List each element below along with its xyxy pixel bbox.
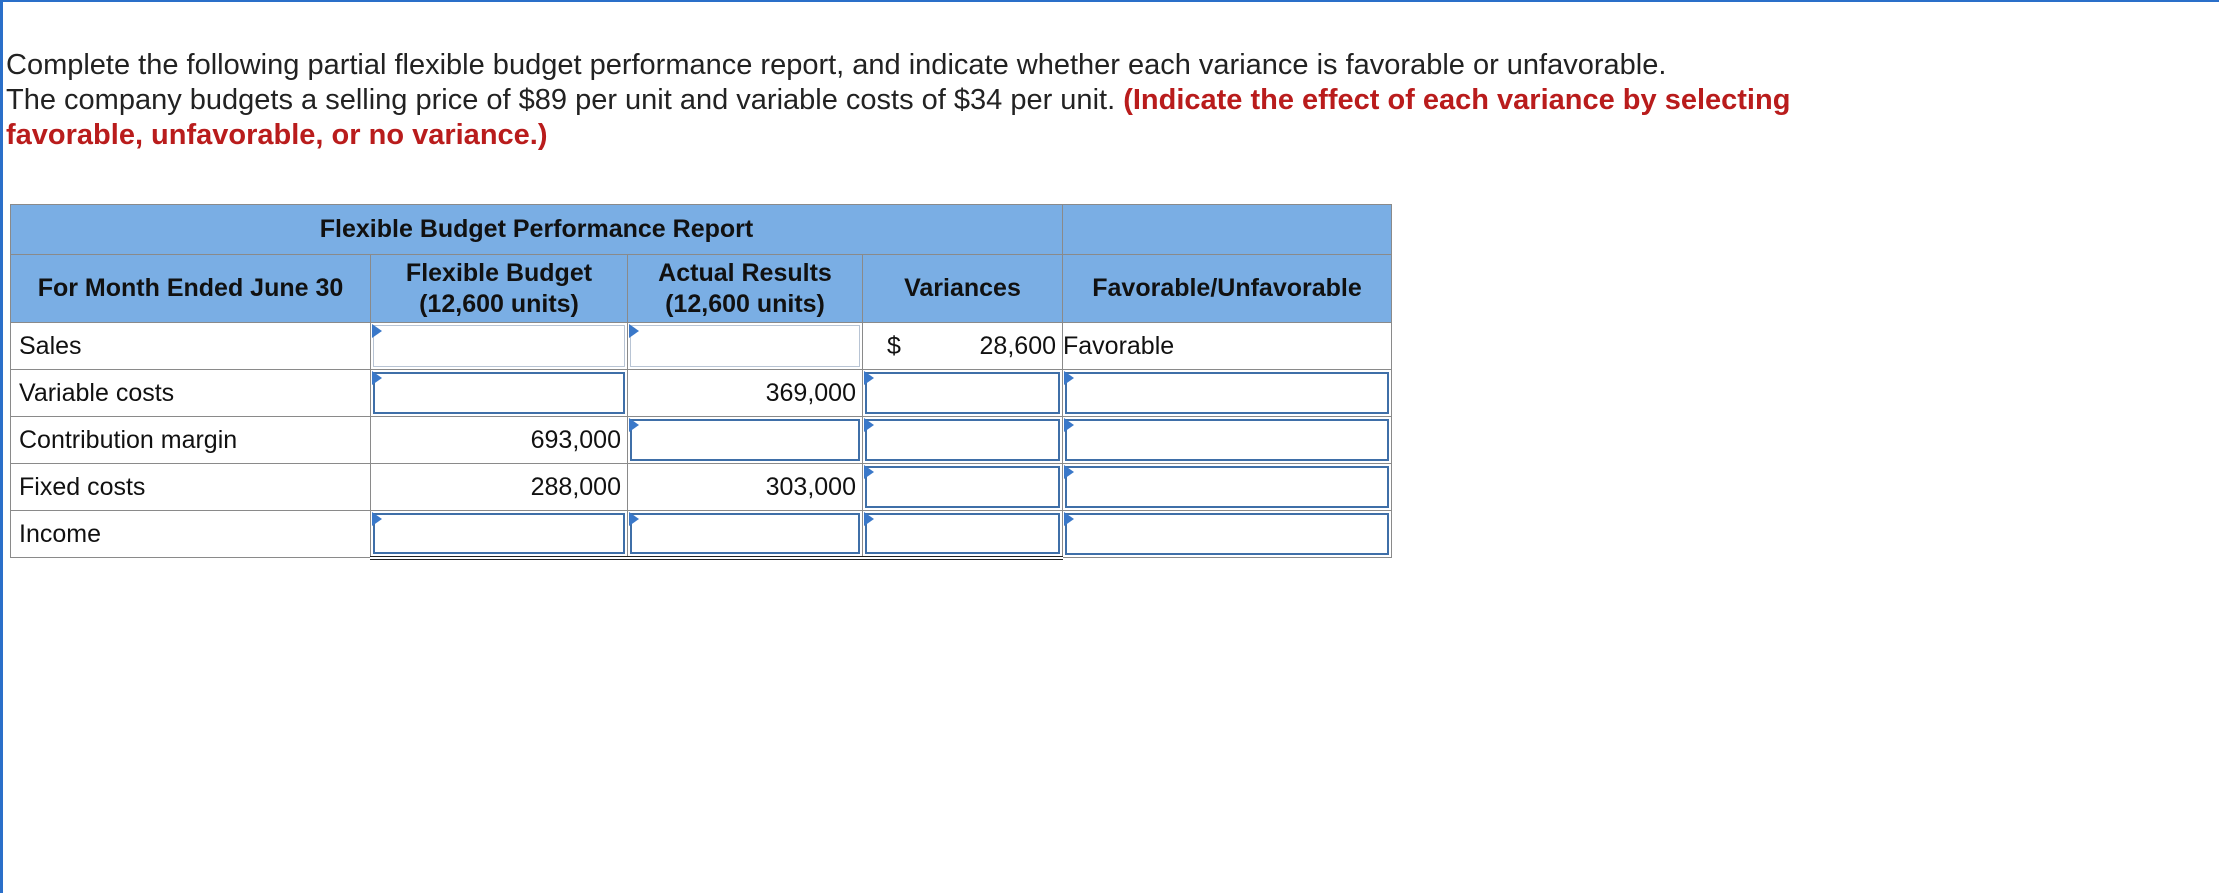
fixed-costs-variance-input[interactable] [865, 466, 1060, 508]
income-variance-input[interactable] [865, 513, 1060, 554]
header-variances: Variances [863, 255, 1063, 323]
variable-costs-flexible-budget-input[interactable] [373, 372, 625, 414]
contribution-margin-flexible-budget: 693,000 [371, 417, 628, 464]
instructions-line-2 [6, 83, 1866, 153]
variable-costs-actual-results: 369,000 [628, 370, 863, 417]
dropdown-marker-icon [1064, 371, 1074, 385]
input-marker-icon [372, 512, 382, 526]
variable-costs-flexible-budget-cell[interactable] [371, 370, 628, 417]
contribution-margin-variance-cell[interactable] [863, 417, 1063, 464]
row-label: Sales [11, 323, 371, 370]
header-actual-results-label: Actual Results [658, 258, 832, 287]
fixed-costs-actual-results: 303,000 [628, 464, 863, 511]
contribution-margin-actual-results-cell[interactable] [628, 417, 863, 464]
fixed-costs-fav-unfav-cell[interactable] [1063, 464, 1392, 511]
fixed-costs-flexible-budget: 288,000 [371, 464, 628, 511]
input-marker-icon [629, 512, 639, 526]
header-row [11, 255, 1392, 323]
dropdown-marker-icon [1064, 465, 1074, 479]
instructions [6, 48, 1866, 153]
contribution-margin-actual-results-input[interactable] [630, 419, 860, 461]
input-marker-icon [864, 418, 874, 432]
header-fav-unfav: Favorable/Unfavorable [1063, 255, 1392, 323]
row-sales [11, 323, 1392, 370]
row-label: Income [11, 511, 371, 558]
contribution-margin-fav-unfav-select[interactable] [1065, 419, 1389, 461]
input-marker-icon [372, 371, 382, 385]
fixed-costs-variance-cell[interactable] [863, 464, 1063, 511]
sales-actual-results-input[interactable] [630, 325, 860, 367]
variable-costs-variance-input[interactable] [865, 372, 1060, 414]
row-label: Contribution margin [11, 417, 371, 464]
row-variable-costs [11, 370, 1392, 417]
contribution-margin-fav-unfav-cell[interactable] [1063, 417, 1392, 464]
flexible-budget-report-table [10, 204, 1392, 560]
header-flexible-budget [371, 255, 628, 323]
header-flexible-budget-units: (12,600 units) [419, 289, 579, 318]
dropdown-marker-icon [1064, 418, 1074, 432]
sales-flexible-budget-cell[interactable] [371, 323, 628, 370]
header-actual-results-units: (12,600 units) [665, 289, 825, 318]
currency-symbol: $ [887, 331, 901, 360]
input-marker-icon [864, 465, 874, 479]
income-fav-unfav-cell[interactable] [1063, 511, 1392, 558]
input-marker-icon [629, 324, 639, 338]
report-title-filler [1063, 205, 1392, 255]
fixed-costs-fav-unfav-select[interactable] [1065, 466, 1389, 508]
input-marker-icon [372, 324, 382, 338]
sales-variance-value: 28,600 [979, 331, 1056, 360]
sales-actual-results-cell[interactable] [628, 323, 863, 370]
income-fav-unfav-select[interactable] [1065, 513, 1389, 555]
income-flexible-budget-input[interactable] [373, 513, 625, 554]
variable-costs-fav-unfav-cell[interactable] [1063, 370, 1392, 417]
income-variance-cell[interactable] [863, 511, 1063, 558]
header-actual-results [628, 255, 863, 323]
row-fixed-costs [11, 464, 1392, 511]
row-income [11, 511, 1392, 558]
contribution-margin-variance-input[interactable] [865, 419, 1060, 461]
sales-variance-cell [863, 323, 1063, 370]
variable-costs-fav-unfav-select[interactable] [1065, 372, 1389, 414]
sales-flexible-budget-input[interactable] [373, 325, 625, 367]
instructions-line-1: Complete the following partial flexible budget performance report, and indicate whether each variance is favorable or unfavorable. [6, 49, 1667, 81]
instructions-text: The company budgets a selling price of $89 per unit and variable costs of $34 per unit. [6, 84, 1116, 116]
income-actual-results-input[interactable] [630, 513, 860, 554]
row-label: Fixed costs [11, 464, 371, 511]
report-title-row [11, 205, 1392, 255]
row-label: Variable costs [11, 370, 371, 417]
header-flexible-budget-label: Flexible Budget [405, 258, 593, 287]
input-marker-icon [629, 418, 639, 432]
input-marker-icon [864, 512, 874, 526]
header-period: For Month Ended June 30 [11, 255, 371, 323]
sales-fav-unfav: Favorable [1063, 323, 1392, 370]
dropdown-marker-icon [1064, 512, 1074, 526]
income-flexible-budget-cell[interactable] [371, 511, 628, 558]
row-contribution-margin [11, 417, 1392, 464]
report-title: Flexible Budget Performance Report [11, 205, 1063, 255]
instructions-emphasis: (Indicate the effect of each variance by selecting favorable, unfavorable, or no variance.) [6, 84, 1791, 151]
variable-costs-variance-cell[interactable] [863, 370, 1063, 417]
income-actual-results-cell[interactable] [628, 511, 863, 558]
input-marker-icon [864, 371, 874, 385]
